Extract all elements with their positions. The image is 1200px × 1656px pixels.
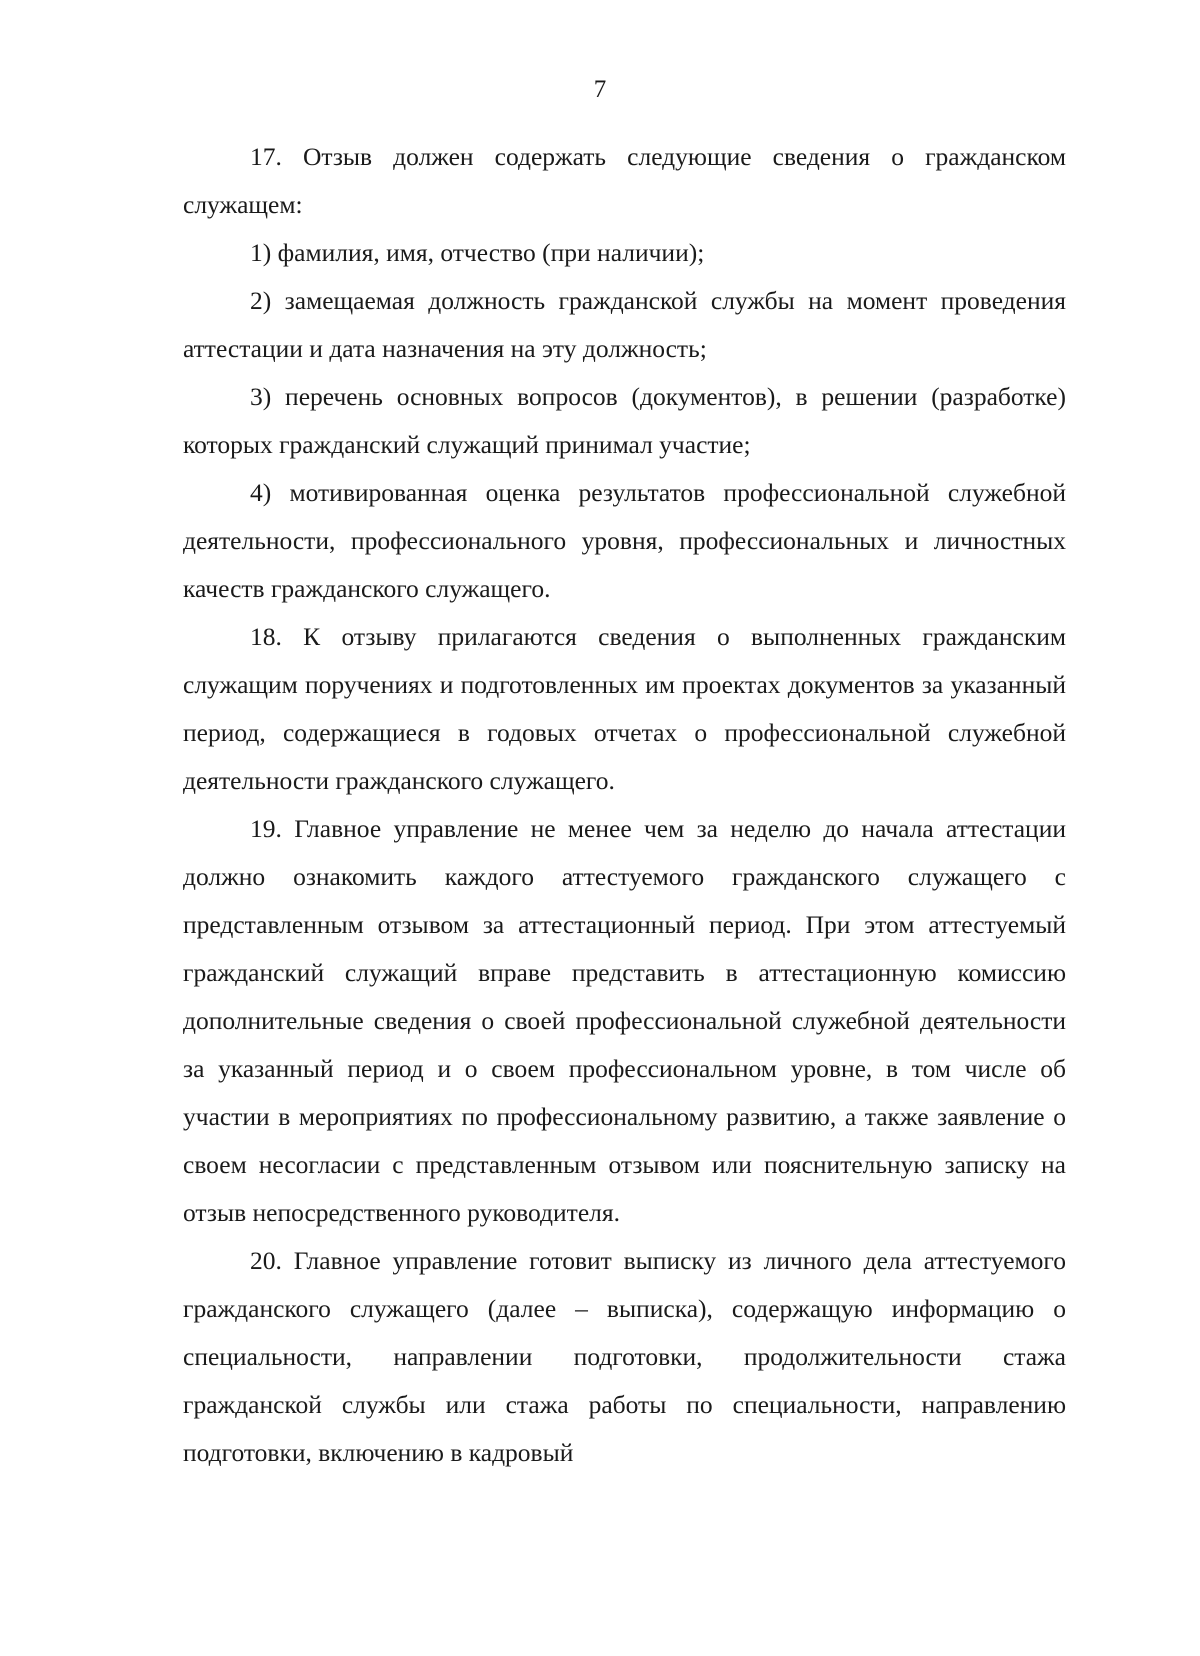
list-item-3: 3) перечень основных вопросов (документов), в решении (разработке) которых гражданский служащий принимал участие; xyxy=(183,382,1066,459)
page-number: 7 xyxy=(593,76,607,103)
paragraph-19: 19. Главное управление не менее чем за неделю до начала аттестации должно ознакомить каждого аттестуемого гражданского служащего с представленным отзывом за аттестационный период. При этом аттестуемый гражданский служащий вправе представить в аттестационную комиссию дополнительные сведения о своей профессиональной служебной деятельности за указанный период и о своем профессиональном уровне, в том числе об участии в мероприятиях по профессиональному развитию, а также заявление о своем несогласии с представленным отзывом или пояснительную записку на отзыв непосредственного руководителя. xyxy=(183,814,1066,1227)
list-item-2: 2) замещаемая должность гражданской службы на момент проведения аттестации и дата назначения на эту должность; xyxy=(183,286,1066,363)
paragraph-20: 20. Главное управление готовит выписку из личного дела аттестуемого гражданского служащего (далее – выписка), содержащую информацию о специальности, направлении подготовки, продолжительности стажа гражданской службы или стажа работы по специальности, направлению подготовки, включению в кадровый xyxy=(183,1246,1066,1467)
list-item-1: 1) фамилия, имя, отчество (при наличии); xyxy=(250,238,705,267)
document-body xyxy=(183,133,1066,1477)
paragraph-17: 17. Отзыв должен содержать следующие сведения о гражданском служащем: xyxy=(183,142,1066,219)
paragraph-18: 18. К отзыву прилагаются сведения о выполненных гражданским служащим поручениях и подготовленных им проектах документов за указанный период, содержащиеся в годовых отчетах о профессиональной служебной деятельности гражданского служащего. xyxy=(183,622,1066,795)
list-item-4: 4) мотивированная оценка результатов профессиональной служебной деятельности, профессионального уровня, профессиональных и личностных качеств гражданского служащего. xyxy=(183,478,1066,603)
